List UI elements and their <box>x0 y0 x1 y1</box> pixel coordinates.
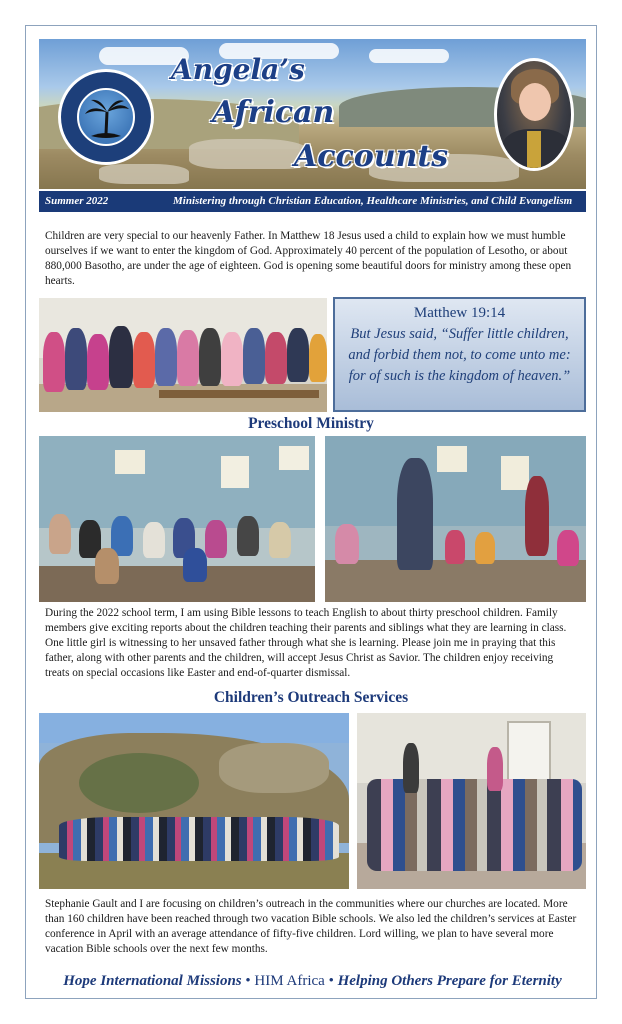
footer-motto: Helping Others Prepare for Eternity <box>337 973 562 989</box>
newsletter-title-line2: African <box>212 95 335 130</box>
outreach-heading: Children’s Outreach Services <box>213 689 409 706</box>
newsletter-title-line1: Angela’s <box>171 53 305 86</box>
scripture-verse-box <box>333 297 586 412</box>
photo-outreach-hillside <box>39 713 349 889</box>
photo-outreach-indoor-service <box>357 713 586 889</box>
footer-separator: • <box>241 973 255 989</box>
intro-paragraph: Children are very special to our heavenly Father. In Matthew 18 Jesus used a child to explain how we must humble ourselves if we want to enter the kingdom of God. Approximately 40 percent of the population of Lesotho, or about 880,000 Basotho, are under the age of eighteen. God is opening some beautiful doors for ministry among these open hearts. <box>45 230 572 287</box>
newsletter-title-line3: Accounts <box>294 139 449 174</box>
verse-text: But Jesus said, “Suffer little children, and forbid them not, to come unto me: for of such is the kingdom of heaven.” <box>348 326 571 384</box>
photo-children-group-indoor <box>39 298 327 412</box>
ministry-tagline: Ministering through Christian Education, Healthcare Ministries, and Child Evangelism <box>173 195 573 207</box>
preschool-heading: Preschool Ministry <box>248 415 374 432</box>
photo-preschool-classroom-left <box>39 436 315 602</box>
photo-preschool-classroom-right <box>325 436 586 602</box>
author-portrait <box>494 58 574 171</box>
mission-seal-logo <box>58 69 154 165</box>
footer-org-name: Hope International Missions <box>63 973 242 989</box>
preschool-paragraph: During the 2022 school term, I am using Bible lessons to teach English to about thirty preschool children. Family members give exciting reports about the children teaching their parents and siblings what they are learning in class. One little girl is witnessing to her unsaved father through what she is learning. Please join me in praying that this father, along with other parents and the children, will accept Jesus Christ as Savior. The children enjoy receiving treats on special occasions like Easter and end-of-quarter dismissal. <box>45 607 567 679</box>
verse-reference: Matthew 19:14 <box>413 305 506 321</box>
outreach-paragraph: Stephanie Gault and I are focusing on children’s outreach in the communities where our churches are located. More than 160 children have been reached through two vacation Bible schools. We also led the children’s services at Easter conference in April with an average attendance of fifty-five children. Lord willing, we plan to have several more vacation Bible schools over the next few months. <box>45 898 577 955</box>
issue-season: Summer 2022 <box>45 195 109 207</box>
header-banner <box>39 39 586 189</box>
footer-separator: • <box>324 973 338 989</box>
header-strip <box>39 191 586 212</box>
footer-division: HIM Africa <box>254 973 325 989</box>
footer-line <box>39 973 586 990</box>
